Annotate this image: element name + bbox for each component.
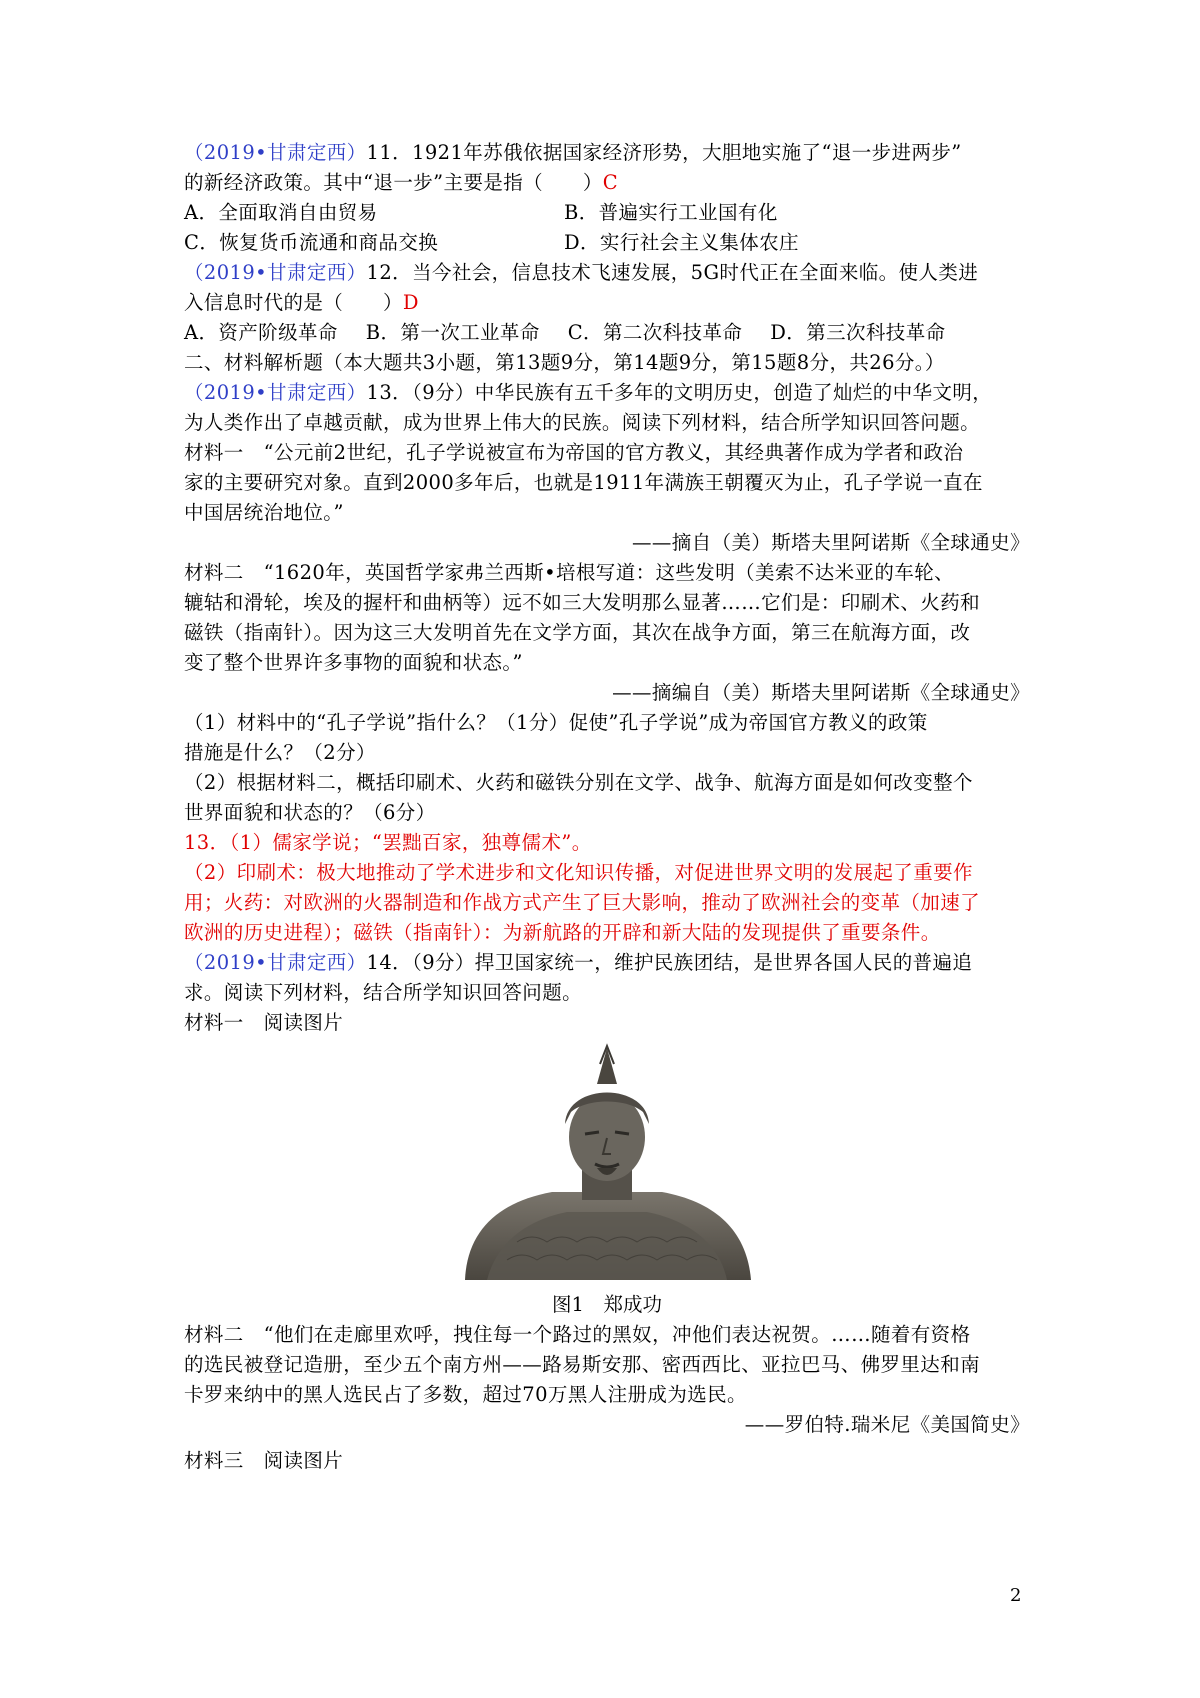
q12-source: （2019•甘肃定西）	[184, 261, 367, 284]
q13-answer-line: 欧洲的历史进程）；磁铁（指南针）：为新航路的开辟和新大陆的发现提供了重要条件。	[184, 921, 941, 944]
q13-material2-line: 磁铁（指南针）。因为这三大发明首先在文学方面，其次在战争方面，第三在航海方面，改	[184, 621, 971, 644]
q14-material3-label: 材料三 阅读图片	[184, 1449, 344, 1472]
q14-material2-line: 材料二 “他们在走廊里欢呼，拽住每一个路过的黑奴，冲他们表达祝贺。……随着有资格	[184, 1323, 971, 1346]
document-page	[184, 138, 1030, 1476]
section-heading: 二、材料解析题（本大题共3小题，第13题9分，第14题9分，第15题8分，共26分。）	[184, 351, 945, 374]
q12-text2: 入信息时代的是（ ）	[184, 291, 403, 314]
q13-material2-line: 变了整个世界许多事物的面貌和状态。”	[184, 651, 523, 674]
statue-photo	[457, 1042, 757, 1282]
q12-line1	[184, 258, 1030, 288]
q11-line1	[184, 138, 1030, 168]
q11-answer: C	[602, 171, 619, 194]
q12-option-b: B．第一次工业革命	[365, 321, 540, 344]
q12-option-a: A．资产阶级革命	[184, 321, 338, 344]
q13-material2-line: 辘轱和滑轮，埃及的握杆和曲柄等）远不如三大发明那么显著……它们是：印刷术、火药和	[184, 591, 981, 614]
q14-source: （2019•甘肃定西）	[184, 951, 367, 974]
q13-source: （2019•甘肃定西）	[184, 381, 367, 404]
q13-material2-source: ——摘编自（美）斯塔夫里阿诺斯《全球通史》	[612, 681, 1030, 704]
q14-line2: 求。阅读下列材料，结合所学知识回答问题。	[184, 981, 583, 1004]
q14-material1-label: 材料一 阅读图片	[184, 1011, 344, 1034]
q13-material1-line: 中国居统治地位。”	[184, 501, 344, 524]
q13-answer-line: （2）印刷术：极大地推动了学术进步和文化知识传播，对促进世界文明的发展起了重要作	[184, 861, 973, 884]
q13-material1-source: ——摘自（美）斯塔夫里阿诺斯《全球通史》	[631, 531, 1030, 554]
q12-options	[184, 318, 1030, 348]
q14-material2-line: 卡罗来纳中的黑人选民占了多数，超过70万黑人注册成为选民。	[184, 1383, 747, 1406]
q13-line1	[184, 378, 1030, 408]
q11-option-c: C．恢复货币流通和商品交换	[184, 231, 439, 254]
q14-material2-line: 的选民被登记造册，至少五个南方州——路易斯安那、密西西比、亚拉巴马、佛罗里达和南	[184, 1353, 981, 1376]
q11-options-row2	[184, 228, 1030, 258]
q11-option-a: A．全面取消自由贸易	[184, 201, 378, 224]
q13-text1: 13．（9分）中华民族有五千多年的文明历史，创造了灿烂的中华文明，	[366, 381, 993, 404]
q13-material1-line: 家的主要研究对象。直到2000多年后，也就是1911年满族王朝覆灭为止，孔子学说一直在	[184, 471, 983, 494]
q11-text1: 11．1921年苏俄依据国家经济形势，大胆地实施了“退一步进两步”	[366, 141, 962, 164]
figure-zheng-chenggong	[184, 1042, 1030, 1320]
figure-caption: 图1 郑成功	[552, 1293, 662, 1316]
q12-option-c: C．第二次科技革命	[567, 321, 743, 344]
q13-material1-line: 材料一 “公元前2世纪，孔子学说被宣布为帝国的官方教义，其经典著作成为学者和政治	[184, 441, 964, 464]
q13-question-line: 措施是什么？（2分）	[184, 741, 376, 764]
q14-line1	[184, 948, 1030, 978]
q13-question-line: （2）根据材料二，概括印刷术、火药和磁铁分别在文学、战争、航海方面是如何改变整个	[184, 771, 973, 794]
q11-option-b: B．普遍实行工业国有化	[564, 201, 778, 224]
q13-question-line: 世界面貌和状态的？（6分）	[184, 801, 436, 824]
q13-question-line: （1）材料中的“孔子学说”指什么？（1分）促使”孔子学说”成为帝国官方教义的政策	[184, 711, 928, 734]
q11-option-d: D．实行社会主义集体农庄	[564, 231, 799, 254]
q11-line2	[184, 168, 1030, 198]
q12-text1: 12．当今社会，信息技术飞速发展，5G时代正在全面来临。使人类进	[366, 261, 979, 284]
q13-line2: 为人类作出了卓越贡献，成为世界上伟大的民族。阅读下列材料，结合所学知识回答问题。	[184, 411, 981, 434]
page-number: 2	[1010, 1585, 1022, 1606]
q13-answer-line: 用；火药：对欧洲的火器制造和作战方式产生了巨大影响，推动了欧洲社会的变革（加速了	[184, 891, 981, 914]
q11-text2: 的新经济政策。其中“退一步”主要是指（ ）	[184, 171, 603, 194]
q13-material2-line: 材料二 “1620年，英国哲学家弗兰西斯•培根写道：这些发明（美索不达米亚的车轮、	[184, 561, 954, 584]
q11-source: （2019•甘肃定西）	[184, 141, 367, 164]
q14-material2-source: ——罗伯特.瑞米尼《美国简史》	[744, 1413, 1030, 1436]
q14-text1: 14．（9分）捍卫国家统一，维护民族团结，是世界各国人民的普遍追	[366, 951, 973, 974]
q12-answer: D	[402, 291, 419, 314]
q11-options-row1	[184, 198, 1030, 228]
q12-option-d: D．第三次科技革命	[770, 321, 946, 344]
q13-answer-line: 13．（1）儒家学说；“罢黜百家，独尊儒术”。	[184, 831, 592, 854]
q12-line2	[184, 288, 1030, 318]
